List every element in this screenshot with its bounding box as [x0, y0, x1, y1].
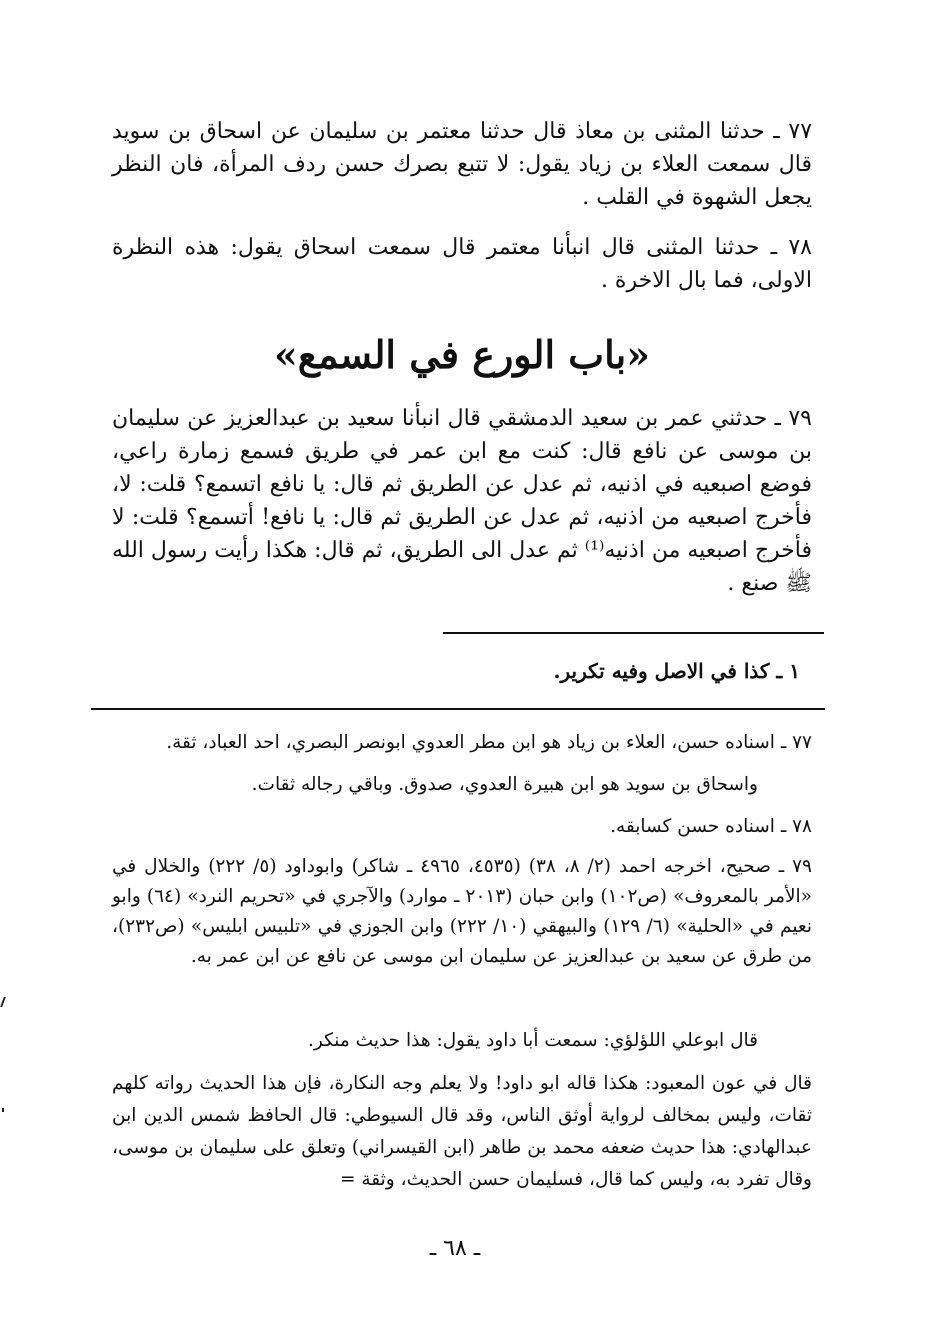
margin-mark [0, 997, 12, 1007]
note-79-quote [112, 1026, 812, 1056]
note-78 [112, 812, 812, 842]
hadith-79-text: ٧٩ ـ حدثني عمر بن سعيد الدمشقي قال انبأنا سعيد بن عبدالعزيز عن سليمان بن موسى عن نافع قال: كنت مع ابن عمر في طريق فسمع زمارة راعي، فوضع اصبعيه في اذنيه، ثم عدل عن الطريق ثم قال: يا نافع اتسمع؟ قلت: لا، فأخرج اصبعيه من اذنيه، ثم عدل عن الطريق ثم قال: يا نافع! أتسمع؟ قلت: لا فأخرج اصبعيه من اذنيه⁽¹⁾ ثم عدل الى الطريق، ثم قال: هكذا رأيت رسول الله ﷺ صنع . [112, 406, 812, 596]
notes-divider [91, 708, 825, 710]
page-number: ـ ٦٨ ـ [429, 1236, 481, 1261]
note-79-comment [112, 1068, 812, 1196]
note-79 [112, 852, 812, 972]
note-77-continued [112, 770, 812, 800]
note-79-quote-text: قال ابوعلي اللؤلؤي: سمعت أبا داود يقول: هذا حديث منكر. [307, 1030, 758, 1051]
hadith-78-text: ٧٨ ـ حدثنا المثنى قال انبأنا معتمر قال سمعت اسحاق يقول: هذه النظرة الاولى، فما بال الاخرة . [112, 235, 812, 293]
footnote-1: ١ ـ كذا في الاصل وفيه تكرير. [553, 659, 800, 683]
note-78-text: ٧٨ ـ اسناده حسن كسابقه. [610, 816, 812, 837]
hadith-79 [112, 402, 812, 600]
note-79-comment-text: قال في عون المعبود: هكذا قاله ابو داود! ولا يعلم وجه النكارة، فإن هذا الحديث رواته كلهم ثقات، وليس بمخالف لرواية أوثق الناس، وقد قال السيوطي: قال الحافظ شمس الدين ابن عبدالهادي: هذا حديث ضعفه محمد بن طاهر (ابن القيسراني) وتعلق على سليمان بن موسى، وقال تفرد به، وليس كما قال، فسليمان حسن الحديث، وثقة = [112, 1073, 812, 1190]
footnote-divider [443, 632, 824, 634]
hadith-77-text: ٧٧ ـ حدثنا المثنى بن معاذ قال حدثنا معتمر بن سليمان عن اسحاق بن سويد قال سمعت العلاء بن زياد يقول: لا تتبع بصرك حسن ردف المرأة، فان النظر يجعل الشهوة في القلب . [112, 119, 813, 210]
margin-mark [2, 1108, 10, 1112]
chapter-title: «باب الورع في السمع» [274, 332, 650, 377]
hadith-78 [112, 231, 812, 297]
note-77b-text: واسحاق بن سويد هو ابن هبيرة العدوي، صدوق. وباقي رجاله ثقات. [251, 774, 758, 795]
hadith-77 [112, 115, 812, 214]
note-79-text: ٧٩ ـ صحيح، اخرجه احمد (٢/ ٨، ٣٨) (٤٥٣٥، ٤٩٦٥ ـ شاكر) وابوداود (٥/ ٢٢٢) والخلال في «الأمر بالمعروف» (ص١٠٢) وابن حبان (٢٠١٣ ـ موارد) والآجري في «تحريم النرد» (٦٤) وابو نعيم في «الحلية» (٦/ ١٢٩) والبيهقي (١٠/ ٢٢٢) وابن الجوزي في «تلبيس ابليس» (ص٢٣٢)، من طرق عن سعيد بن عبدالعزيز عن سليمان ابن موسى عن نافع عن ابن عمر به. [112, 856, 812, 967]
note-77-text: ٧٧ ـ اسناده حسن، العلاء بن زياد هو ابن مطر العدوي ابونصر البصري، احد العباد، ثقة. [166, 732, 812, 753]
note-77 [112, 728, 812, 758]
